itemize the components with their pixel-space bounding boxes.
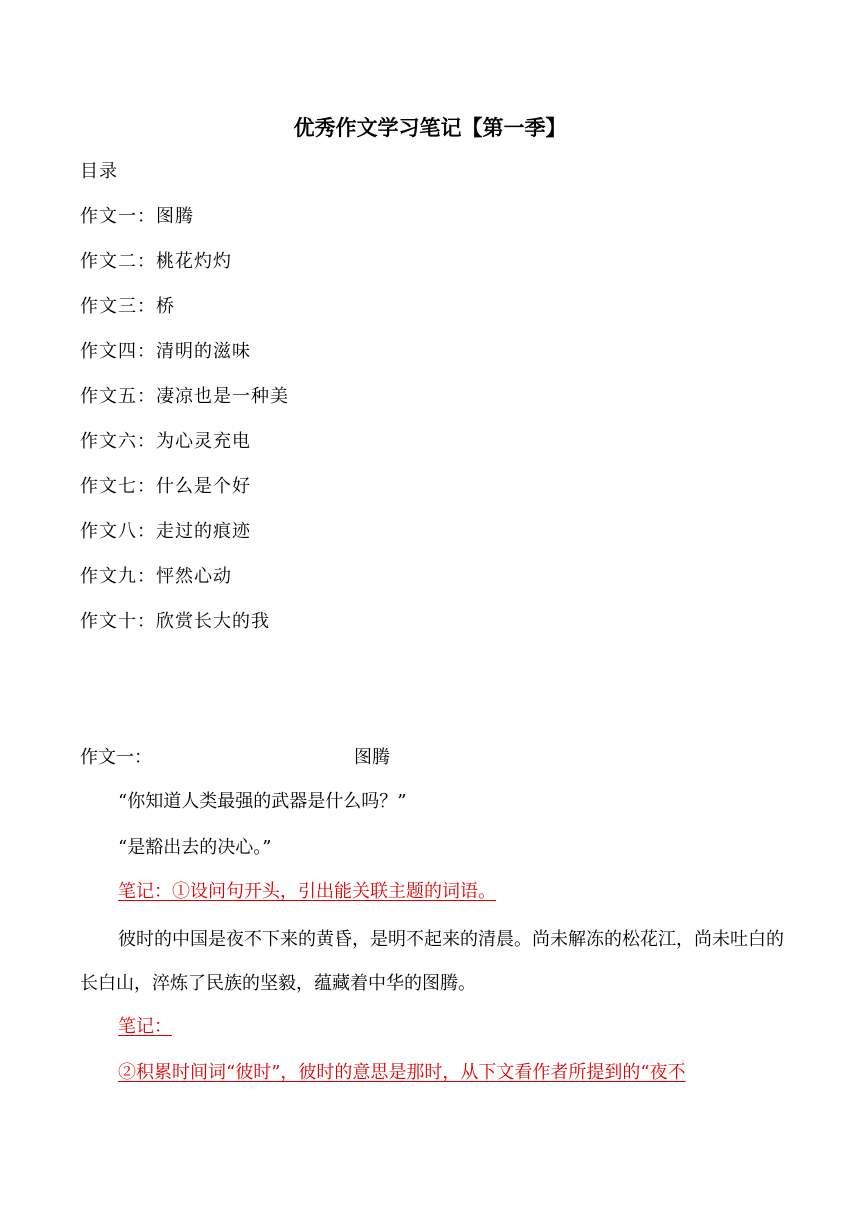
note-2-text: ②积累时间词“彼时”，彼时的意思是那时，从下文看作者所提到的“夜不 bbox=[118, 1062, 686, 1083]
toc-item: 作文十：欣赏长大的我 bbox=[80, 611, 270, 632]
essay-title: 图腾 bbox=[354, 747, 390, 768]
essay-quote-1: “你知道人类最强的武器是什么吗？” bbox=[118, 791, 407, 812]
toc-item: 作文八：走过的痕迹 bbox=[80, 521, 251, 542]
toc-item: 作文一：图腾 bbox=[80, 206, 194, 227]
essay-quote-2: “是豁出去的决心。” bbox=[118, 837, 272, 858]
toc-item: 作文六：为心灵充电 bbox=[80, 431, 251, 452]
toc-item: 作文二：桃花灼灼 bbox=[80, 251, 232, 272]
toc-item: 作文四：清明的滋味 bbox=[80, 341, 251, 362]
note-2-label: 笔记： bbox=[118, 1016, 172, 1037]
toc-item: 作文九：怦然心动 bbox=[80, 566, 232, 587]
toc-item: 作文五：凄凉也是一种美 bbox=[80, 386, 289, 407]
toc-item: 作文七：什么是个好 bbox=[80, 476, 251, 497]
toc-item: 作文三：桥 bbox=[80, 296, 175, 317]
note-1: 笔记：①设问句开头，引出能关联主题的词语。 bbox=[118, 881, 496, 902]
toc-heading: 目录 bbox=[80, 161, 118, 182]
essay-label: 作文一： bbox=[80, 747, 152, 768]
essay-paragraph: 彼时的中国是夜不下来的黄昏，是明不起来的清晨。尚未解冻的松花江，尚未吐白的长白山，淬炼了民族的坚毅，蕴藏着中华的图腾。 bbox=[80, 929, 784, 994]
document-title: 优秀作文学习笔记【第一季】 bbox=[293, 115, 567, 140]
